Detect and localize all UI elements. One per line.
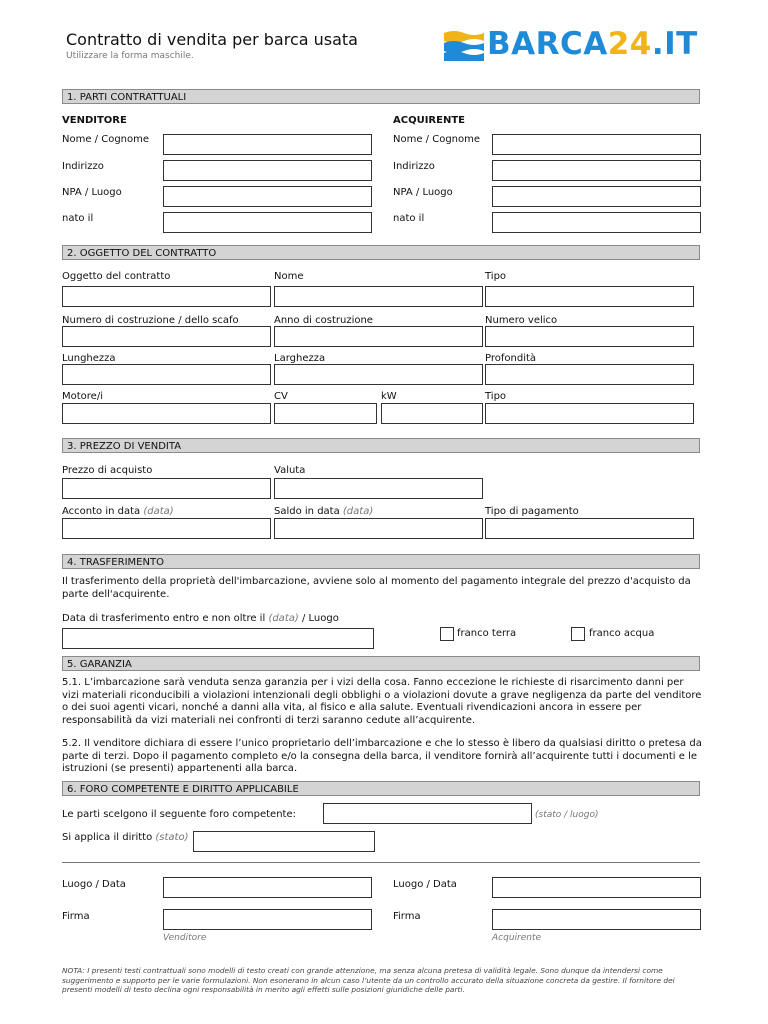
buyer-born-label: nato il (393, 213, 425, 224)
boat-type-field[interactable] (485, 286, 694, 307)
seller-heading: VENDITORE (62, 115, 127, 126)
kw-label: kW (381, 391, 397, 402)
logo-number: 24 (607, 26, 652, 62)
purchase-price-field[interactable] (62, 478, 271, 499)
balance-date-hint: (data) (342, 506, 374, 517)
transfer-date-hint: (data) (268, 613, 299, 624)
seller-name-field[interactable] (163, 134, 372, 155)
section-header-warranty: 5. GARANZIA (62, 656, 700, 671)
transfer-date-text: Data di trasferimento entro e non oltre il (62, 613, 266, 624)
buyer-name-label: Nome / Cognome (393, 134, 481, 145)
law-label (62, 832, 189, 843)
buyer-caption: Acquirente (492, 933, 542, 943)
kw-field[interactable] (381, 403, 483, 424)
length-label: Lunghezza (62, 353, 116, 364)
payment-type-label: Tipo di pagamento (485, 506, 579, 517)
width-field[interactable] (274, 364, 483, 385)
section-header-parties: 1. PARTI CONTRATTUALI (62, 89, 700, 104)
deposit-text: Acconto in data (62, 506, 141, 517)
engine-type-label: Tipo (485, 391, 507, 402)
sail-number-label: Numero velico (485, 315, 558, 326)
transfer-date-field[interactable] (62, 628, 374, 649)
subject-field[interactable] (62, 286, 271, 307)
logo-suffix: .IT (651, 26, 698, 62)
deposit-date-hint: (data) (143, 506, 174, 517)
buyer-place-date-label: Luogo / Data (393, 879, 457, 890)
divider (62, 862, 700, 863)
sail-number-field[interactable] (485, 326, 694, 347)
warranty-paragraph-1: 5.1. L’imbarcazione sarà venduta senza garanzia per i vizi della cosa. Fanno eccezione le richieste di risarcimento danni per vizi materiali riconducibili a violazioni intenzionali degli obblighi o a violazioni dovute a grave negligenza da parte del venditore o dei suoi agenti vicari, nonché a danni alla vita, al fisico e alla salute. Eventuali rivendicazioni ancora in essere per responsabilità da vizi materiali nei confronti di terzi saranno cedute all’acquirente. (62, 677, 702, 726)
forum-field[interactable] (323, 803, 532, 824)
currency-field[interactable] (274, 478, 483, 499)
franco-terra-checkbox[interactable] (440, 627, 454, 641)
build-year-field[interactable] (274, 326, 483, 347)
seller-born-field[interactable] (163, 212, 372, 233)
forum-hint: (stato / luogo) (535, 810, 599, 820)
cv-field[interactable] (274, 403, 377, 424)
law-hint: (stato) (155, 832, 189, 843)
seller-name-label: Nome / Cognome (62, 134, 150, 145)
buyer-address-field[interactable] (492, 160, 701, 181)
purchase-price-label: Prezzo di acquisto (62, 465, 153, 476)
buyer-heading: ACQUIRENTE (393, 115, 465, 126)
depth-label: Profondità (485, 353, 537, 364)
wave-logo-icon (444, 29, 484, 61)
depth-field[interactable] (485, 364, 694, 385)
brand-logo (487, 26, 698, 62)
seller-caption: Venditore (163, 933, 207, 943)
seller-address-label: Indirizzo (62, 161, 104, 172)
seller-place-date-field[interactable] (163, 877, 372, 898)
seller-born-label: nato il (62, 213, 94, 224)
seller-zip-city-field[interactable] (163, 186, 372, 207)
balance-field[interactable] (274, 518, 483, 539)
buyer-place-date-field[interactable] (492, 877, 701, 898)
buyer-signature-label: Firma (393, 911, 421, 922)
buyer-zip-city-field[interactable] (492, 186, 701, 207)
franco-acqua-label: franco acqua (589, 628, 655, 639)
width-label: Larghezza (274, 353, 326, 364)
section-header-price: 3. PREZZO DI VENDITA (62, 438, 700, 453)
buyer-born-field[interactable] (492, 212, 701, 233)
franco-terra-label: franco terra (457, 628, 517, 639)
buyer-name-field[interactable] (492, 134, 701, 155)
section-header-transfer: 4. TRASFERIMENTO (62, 554, 700, 569)
warranty-paragraph-2: 5.2. Il venditore dichiara di essere l’unico proprietario dell’imbarcazione e che lo stesso è libero da qualsiasi diritto o pretesa da parte di terzi. Dopo il pagamento completo e/o la consegna della barca, il venditore fornirà all’acquirente tutti i documenti e le istruzioni (se presenti) appartenenti alla barca. (62, 738, 702, 775)
hull-number-field[interactable] (62, 326, 271, 347)
engine-field[interactable] (62, 403, 271, 424)
seller-signature-label: Firma (62, 911, 90, 922)
seller-zip-city-label: NPA / Luogo (62, 187, 122, 198)
subject-label: Oggetto del contratto (62, 271, 171, 282)
deposit-field[interactable] (62, 518, 271, 539)
boat-name-field[interactable] (274, 286, 483, 307)
hull-number-label: Numero di costruzione / dello scafo (62, 315, 239, 326)
transfer-date-label (62, 613, 339, 624)
logo-main: BARCA (487, 26, 608, 62)
build-year-label: Anno di costruzione (274, 315, 373, 326)
seller-address-field[interactable] (163, 160, 372, 181)
document-title: Contratto di vendita per barca usata (66, 30, 358, 49)
legal-note: NOTA: I presenti testi contrattuali sono modelli di testo creati con grande attenzione, ma senza alcuna pretesa di validità legale. Sono dunque da intendersi come suggerimento e supporto per le varie formulazioni. Non esonerano in alcun caso l’utente da un controllo accurato della situazione concreta da gestire. Il fornitore dei presenti modelli di testo declina ogni responsabilità in merito agli effetti sulle posizioni giuridiche delle parti. (62, 966, 675, 995)
cv-label: CV (274, 391, 288, 402)
currency-label: Valuta (274, 465, 306, 476)
document-subtitle: Utilizzare la forma maschile. (66, 51, 194, 61)
section-header-jurisdiction: 6. FORO COMPETENTE E DIRITTO APPLICABILE (62, 781, 700, 796)
franco-acqua-checkbox[interactable] (571, 627, 585, 641)
law-text: Si applica il diritto (62, 832, 153, 843)
boat-name-label: Nome (274, 271, 304, 282)
transfer-place-text: / Luogo (301, 613, 339, 624)
seller-signature-field[interactable] (163, 909, 372, 930)
engine-type-field[interactable] (485, 403, 694, 424)
deposit-label (62, 506, 174, 517)
payment-type-field[interactable] (485, 518, 694, 539)
section-header-object: 2. OGGETTO DEL CONTRATTO (62, 245, 700, 260)
law-field[interactable] (193, 831, 375, 852)
length-field[interactable] (62, 364, 271, 385)
buyer-signature-field[interactable] (492, 909, 701, 930)
forum-label: Le parti scelgono il seguente foro competente: (62, 809, 296, 820)
transfer-text: Il trasferimento della proprietà dell'imbarcazione, avviene solo al momento del pagamento integrale del prezzo d'acquisto da parte dell'acquirente. (62, 576, 691, 600)
boat-type-label: Tipo (485, 271, 507, 282)
buyer-address-label: Indirizzo (393, 161, 435, 172)
seller-place-date-label: Luogo / Data (62, 879, 126, 890)
balance-text: Saldo in data (274, 506, 340, 517)
buyer-zip-city-label: NPA / Luogo (393, 187, 453, 198)
engine-label: Motore/i (62, 391, 103, 402)
balance-label (274, 506, 373, 517)
